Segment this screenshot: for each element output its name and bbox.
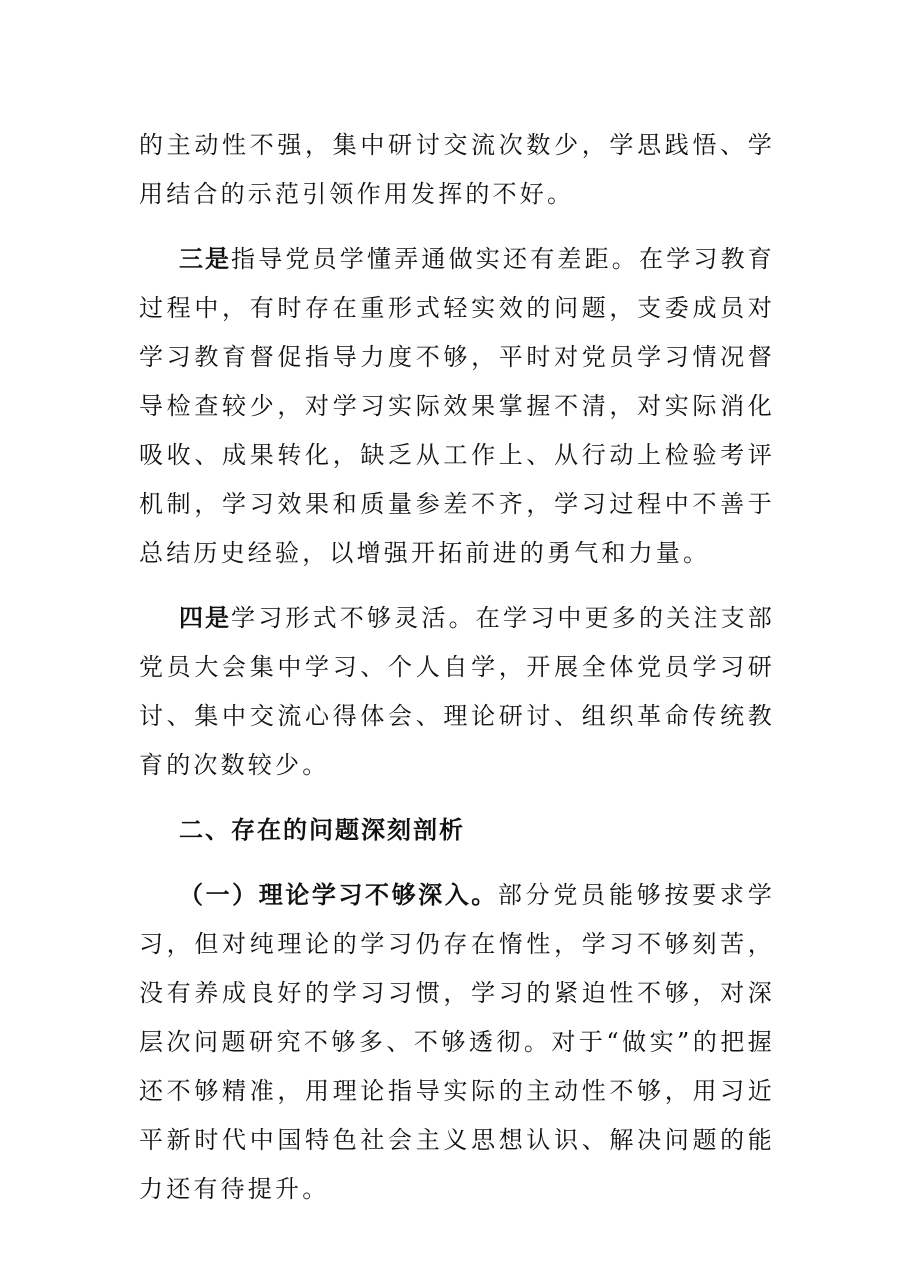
- document-body: [139, 121, 775, 1214]
- paragraph-point-three: [139, 235, 775, 578]
- paragraph-point-four: [139, 594, 775, 790]
- paragraph-text: 部分党员能够按要求学习，但对纯理论的学习仍存在惰性，学习不够刻苦，没有养成良好的学习习惯，学习的紧迫性不够，对深层次问题研究不够多、不够透彻。对于“做实”的把握还不够精准，用理论指导实际的主动性不够，用习近平新时代中国特色社会主义思想认识、解决问题的能力还有待提升。: [139, 881, 776, 1203]
- paragraph-lead: 四是: [179, 604, 231, 632]
- paragraph-text: 的主动性不强，集中研讨交流次数少，学思践悟、学用结合的示范引领作用发挥的不好。: [139, 131, 775, 208]
- paragraph-text: 学习形式不够灵活。在学习中更多的关注支部党员大会集中学习、个人自学，开展全体党员学习研讨、集中交流心得体会、理论研讨、组织革命传统教育的次数较少。: [139, 604, 775, 779]
- paragraph-text: 指导党员学懂弄通做实还有差距。在学习教育过程中，有时存在重形式轻实效的问题，支委成员对学习教育督促指导力度不够，平时对党员学习情况督导检查较少，对学习实际效果掌握不清，对实际消化吸收、成果转化，缺乏从工作上、从行动上检验考评机制，学习效果和质量参差不齐，学习过程中不善于总结历史经验，以增强开拓前进的勇气和力量。: [139, 245, 775, 567]
- section-heading: 二、存在的问题深刻剖析: [179, 816, 465, 844]
- paragraph-lead: 三是: [179, 245, 231, 273]
- paragraph-continuation: [139, 121, 775, 219]
- paragraph-lead: （一）理论学习不够深入。: [179, 881, 498, 909]
- paragraph-theory-study: [139, 871, 775, 1214]
